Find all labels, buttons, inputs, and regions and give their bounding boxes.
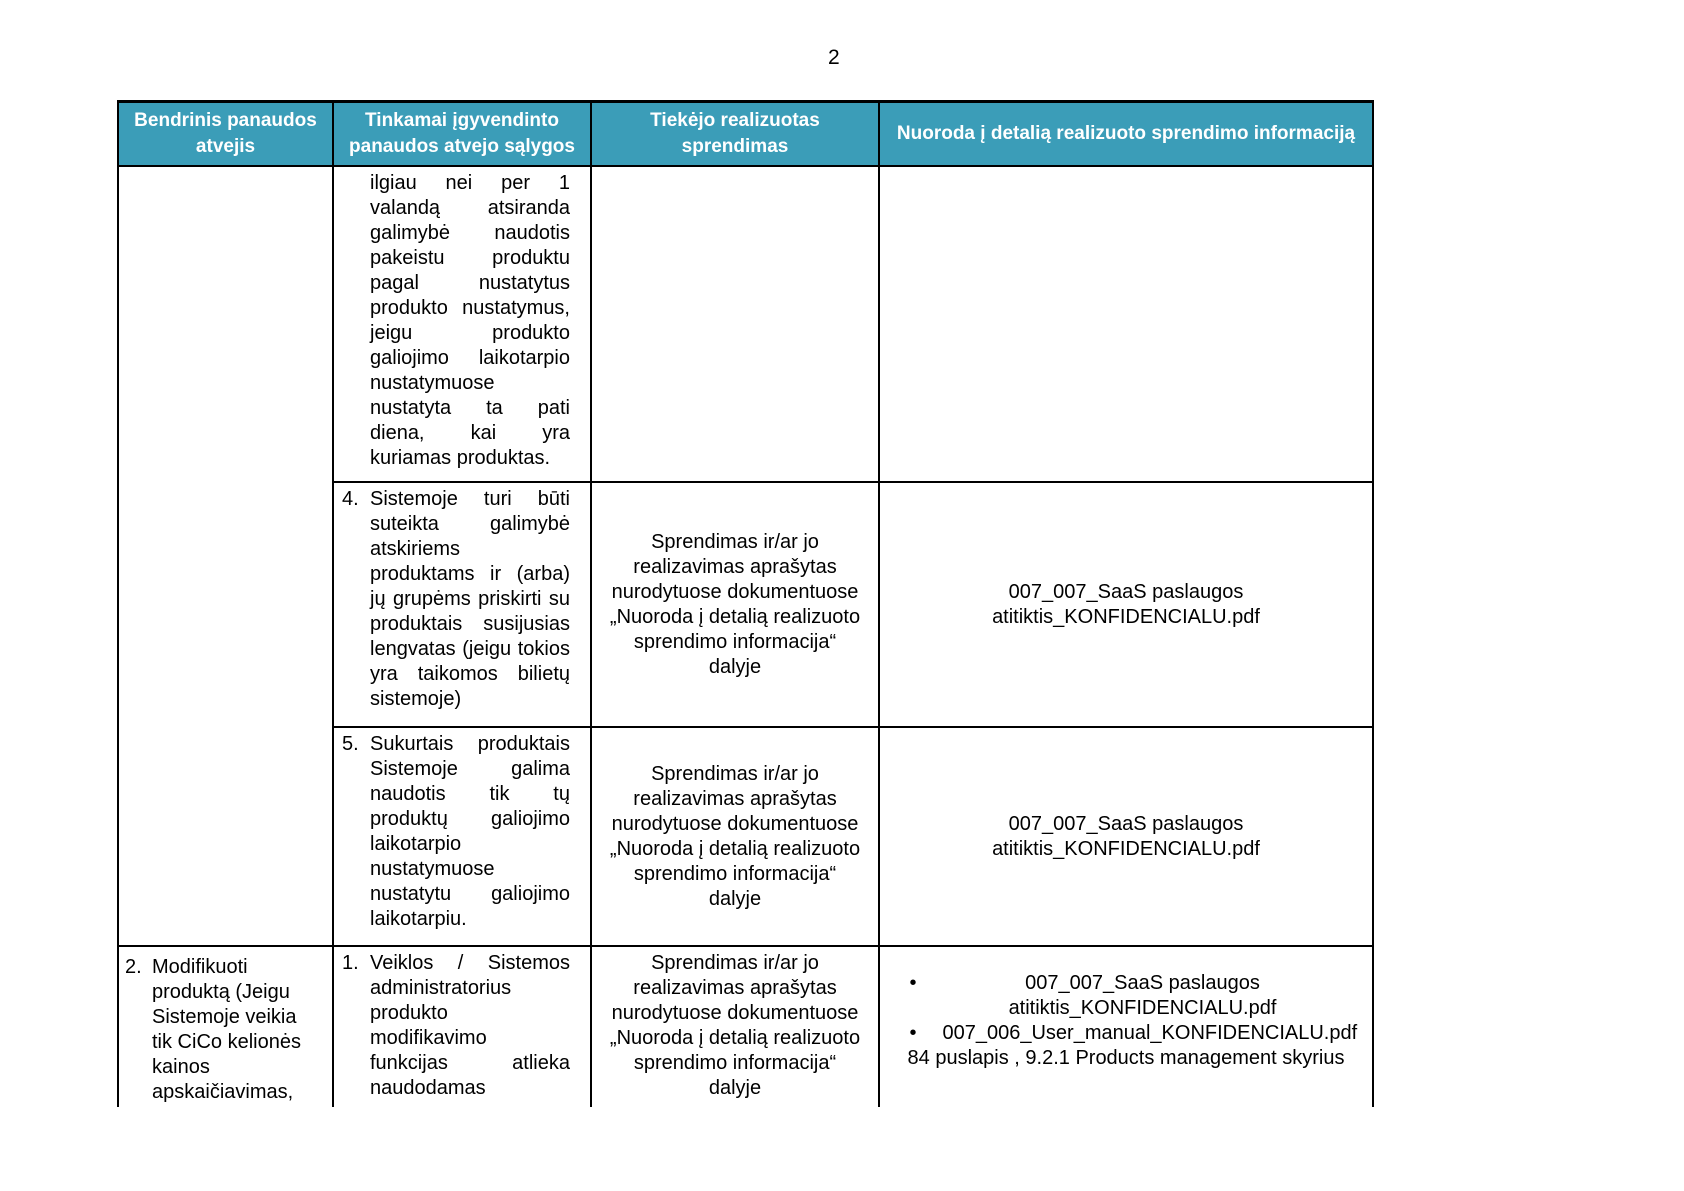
reference-note: 84 puslapis , 9.2.1 Products management skyrius [907,1047,1345,1069]
header-conditions [333,102,591,167]
header-reference [879,102,1373,167]
condition-number: 1. [342,952,359,974]
reference-text: 007_007_SaaS paslaugos atitiktis_KONFIDENCIALU.pdf [992,580,1260,628]
use-case-table-region [117,100,1375,1107]
header-line: Tinkamai įgyvendinto [365,110,559,131]
header-line: sprendimas [681,136,789,157]
use-case-table [117,100,1374,1107]
page-number: 2 [828,46,840,69]
use-case-cell [118,946,333,1107]
solution-cell [591,727,879,946]
header-line: Bendrinis panaudos [134,110,317,131]
condition-number: 4. [342,488,359,510]
use-case-number: 2. [125,956,142,978]
condition-text: ilgiau nei per 1 valandą atsiranda galimybė naudotis pakeistu produktu pagal nustatytus produkto nustatymus, jeigu produkto galiojimo laikotarpio nustatymuose nustatyta ta pati diena, kai yra kuriamas produktas. [370,172,570,469]
use-case-text: Modifikuoti produktą (Jeigu Sistemoje veikia tik CiCo kelionės kainos apskaičiavimas, [152,956,301,1103]
condition-number: 5. [342,733,359,755]
table-header-row [118,102,1373,167]
use-case-cell [118,166,333,946]
reference-cell [879,727,1373,946]
reference-text: 007_007_SaaS paslaugos atitiktis_KONFIDENCIALU.pdf [992,812,1260,860]
solution-cell [591,946,879,1107]
condition-text: Veiklos / Sistemos administratorius produkto modifikavimo funkcijas atlieka naudodamas [370,952,570,1099]
header-solution [591,102,879,167]
header-line: panaudos atvejo sąlygos [349,136,575,157]
condition-cell [333,946,591,1107]
condition-cell [333,482,591,727]
solution-text: Sprendimas ir/ar jo realizavimas aprašytas nurodytuose dokumentuose „Nuoroda į detalią realizuoto sprendimo informacija“ dalyje [609,952,861,1099]
header-line: atvejis [195,136,256,157]
condition-cell [333,166,591,482]
table-row [118,166,1373,482]
header-line: Tiekėjo realizuotas [650,110,820,131]
reference-cell [879,166,1373,482]
header-use-case [118,102,333,167]
reference-text: 007_006_User_manual_KONFIDENCIALU.pdf [942,1022,1358,1044]
condition-number [342,171,370,471]
header-line: Nuoroda į detalią realizuoto sprendimo informaciją [896,123,1356,144]
reference-cell [879,482,1373,727]
bullet-icon: • [909,972,917,994]
condition-text: Sukurtais produktais Sistemoje galima naudotis tik tų produktų galiojimo laikotarpio nustatymuose nustatytu galiojimo laikotarpiu. [370,733,570,930]
solution-text: Sprendimas ir/ar jo realizavimas aprašytas nurodytuose dokumentuose „Nuoroda į detalią realizuoto sprendimo informacija“ dalyje [609,762,861,910]
table-row [118,946,1373,1107]
solution-text: Sprendimas ir/ar jo realizavimas aprašytas nurodytuose dokumentuose „Nuoroda į detalią realizuoto sprendimo informacija“ dalyje [609,530,861,678]
reference-bullet-item [890,971,1362,1021]
bullet-icon: • [909,1022,917,1044]
reference-text: 007_007_SaaS paslaugos atitiktis_KONFIDENCIALU.pdf [1008,972,1277,1019]
reference-bullet-item [890,1021,1362,1046]
solution-cell [591,166,879,482]
solution-cell [591,482,879,727]
condition-cell [333,727,591,946]
reference-cell [879,946,1373,1107]
condition-text: Sistemoje turi būti suteikta galimybė atskiriems produktams ir (arba) jų grupėms priskirti su produktais susijusias lengvatas (jeigu tokios yra taikomos bilietų sistemoje) [370,488,570,710]
